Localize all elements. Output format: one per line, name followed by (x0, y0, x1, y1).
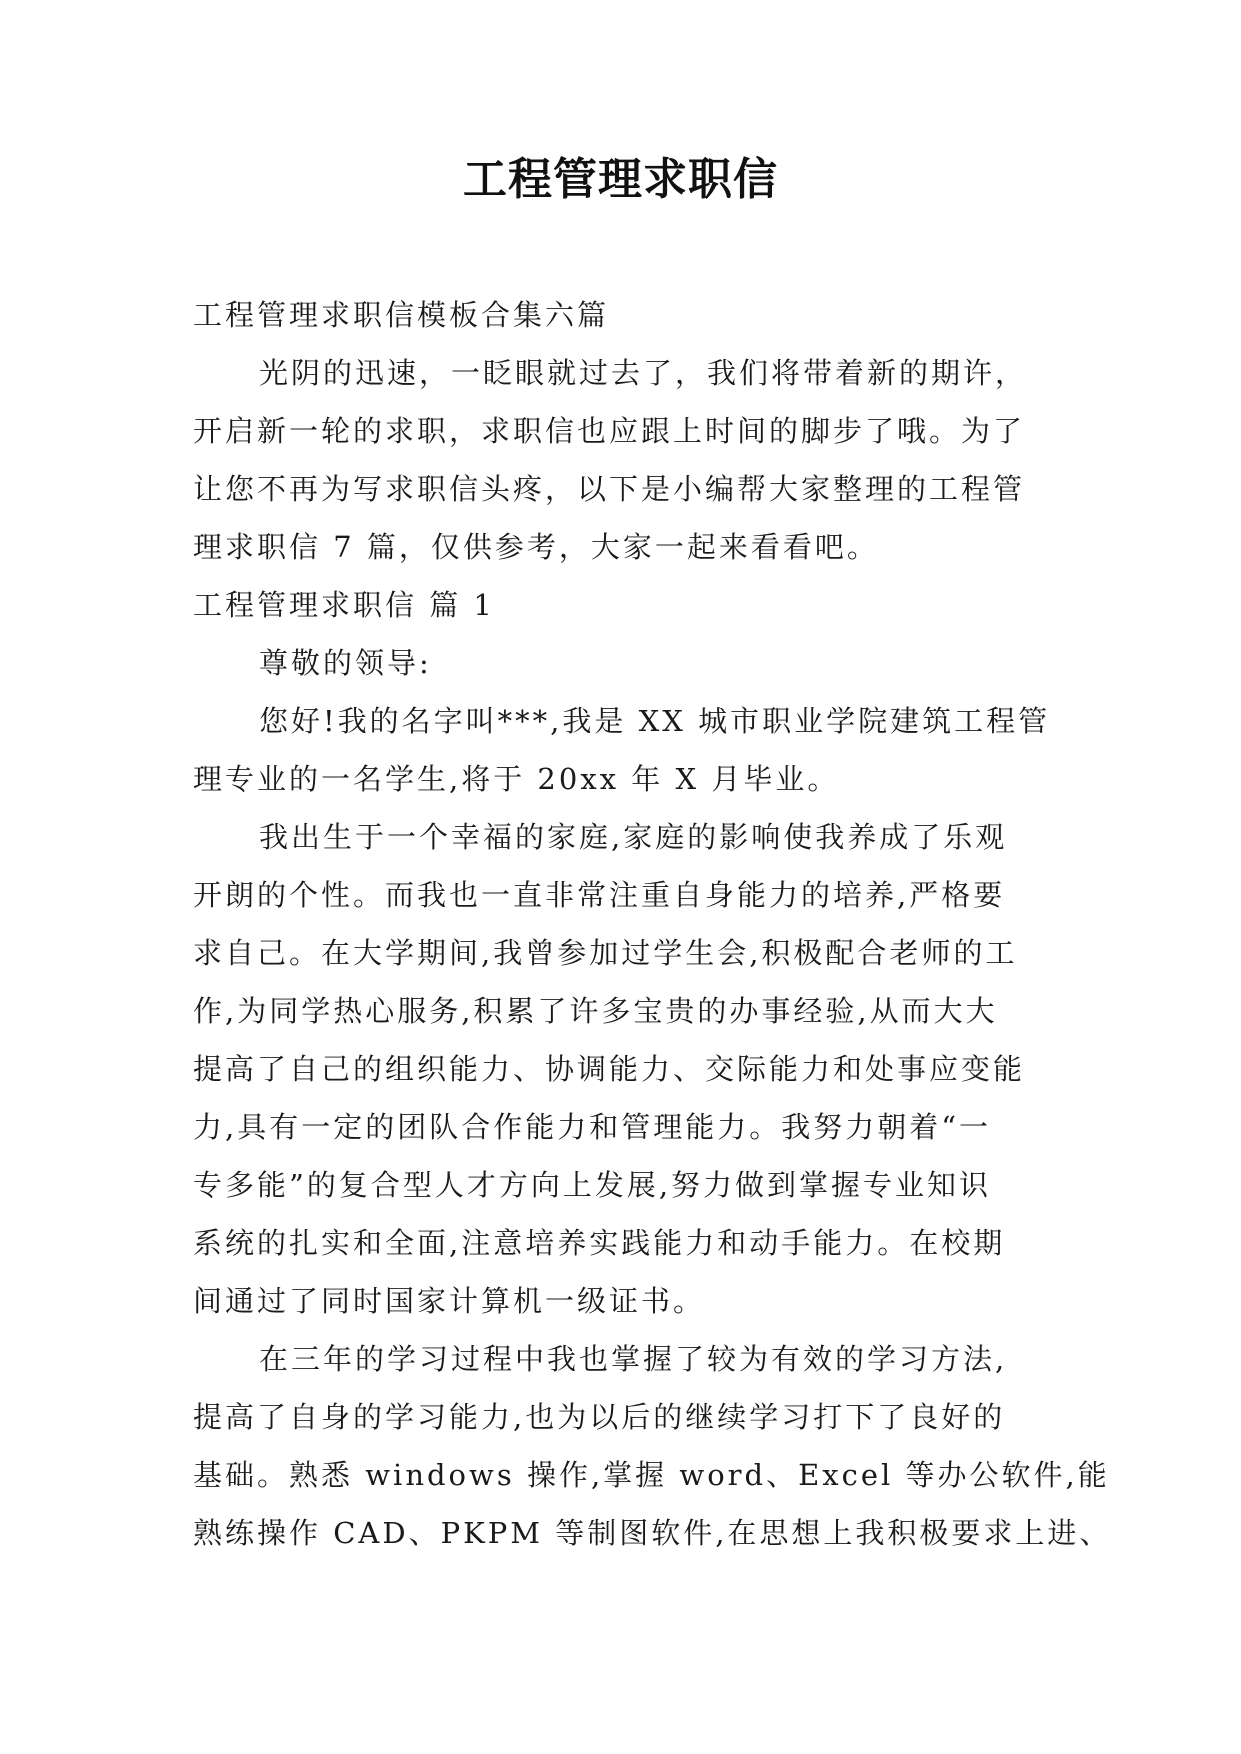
paragraph-line: 专多能”的复合型人才方向上发展,努力做到掌握专业知识 (193, 1168, 992, 1202)
paragraph-line: 您好!我的名字叫***,我是 XX 城市职业学院建筑工程管 (259, 704, 1051, 738)
paragraph-line: 间通过了同时国家计算机一级证书。 (193, 1284, 706, 1318)
paragraph-line: 系统的扎实和全面,注意培养实践能力和动手能力。在校期 (193, 1226, 1006, 1260)
paragraph-line: 开启新一轮的求职，求职信也应跟上时间的脚步了哦。为了 (193, 414, 1026, 448)
paragraph-line: 熟练操作 CAD、PKPM 等制图软件,在思想上我积极要求上进、 (193, 1516, 1112, 1550)
paragraph-line: 光阴的迅速，一眨眼就过去了，我们将带着新的期许， (259, 356, 1028, 390)
paragraph-line: 提高了自己的组织能力、协调能力、交际能力和处事应变能 (193, 1052, 1026, 1086)
paragraph-line: 作,为同学热心服务,积累了许多宝贵的办事经验,从而大大 (193, 994, 998, 1028)
paragraph-line: 理专业的一名学生,将于 20xx 年 X 月毕业。 (193, 762, 840, 796)
paragraph-line: 求自己。在大学期间,我曾参加过学生会,积极配合老师的工 (193, 936, 1018, 970)
paragraph-line: 在三年的学习过程中我也掌握了较为有效的学习方法, (259, 1342, 1008, 1376)
paragraph-line: 我出生于一个幸福的家庭,家庭的影响使我养成了乐观 (259, 820, 1008, 854)
paragraph-line: 理求职信 7 篇，仅供参考，大家一起来看看吧。 (193, 530, 879, 564)
salutation: 尊敬的领导: (259, 646, 432, 680)
document-title: 工程管理求职信 (463, 154, 778, 205)
paragraph-line: 开朗的个性。而我也一直非常注重自身能力的培养,严格要 (193, 878, 1006, 912)
paragraph-line: 力,具有一定的团队合作能力和管理能力。我努力朝着“一 (193, 1110, 992, 1144)
paragraph-line: 基础。熟悉 windows 操作,掌握 word、Excel 等办公软件,能 (193, 1458, 1110, 1492)
subtitle-line: 工程管理求职信模板合集六篇 (193, 298, 610, 332)
paragraph-line: 让您不再为写求职信头疼，以下是小编帮大家整理的工程管 (193, 472, 1026, 506)
paragraph-line: 提高了自身的学习能力,也为以后的继续学习打下了良好的 (193, 1400, 1006, 1434)
section-heading: 工程管理求职信 篇 1 (193, 588, 495, 622)
document-body (193, 286, 1112, 1562)
